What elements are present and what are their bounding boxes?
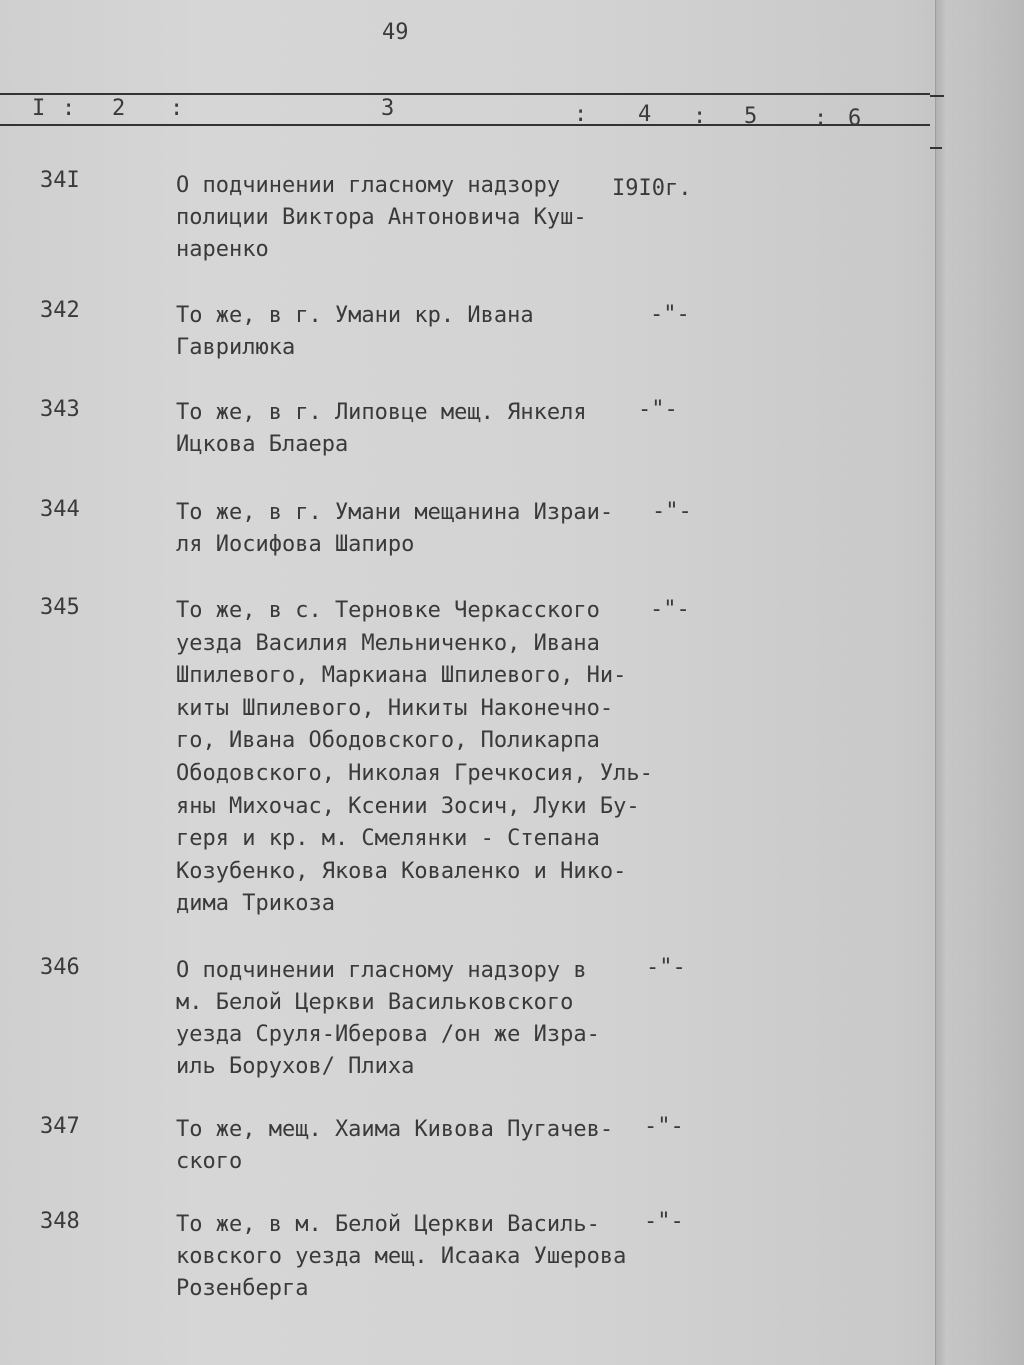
entry-date: I9I0г. (612, 176, 692, 201)
entry-number: 345 (40, 595, 80, 620)
entry-date: -"- (646, 955, 686, 980)
column-separator: : (574, 102, 588, 127)
column-separator: : (62, 96, 76, 121)
entry-title (176, 1114, 646, 1178)
entry-title-line: То же, в с. Терновке Черкасского (176, 598, 600, 623)
entry-title-line: О подчинении гласному надзору (176, 173, 561, 198)
entry-date: -"- (650, 597, 690, 622)
entry-title-line: То же, в г. Умани кр. Ивана (176, 303, 534, 328)
entry-number: 348 (40, 1209, 80, 1234)
entry-number: 342 (40, 298, 80, 323)
column-header-6: 6 (848, 106, 862, 131)
column-header-5: 5 (744, 104, 758, 129)
entry-title-line: Розенберга (176, 1276, 309, 1301)
entry-number: 343 (40, 397, 80, 422)
edge-tick-bottom (930, 147, 942, 149)
entry-title (176, 1209, 646, 1305)
entry-title (176, 300, 646, 364)
column-separator: : (814, 106, 828, 131)
entry-date: -"- (652, 499, 692, 524)
entry-title-line: То же, в г. Умани мещанина Израи- (176, 500, 614, 525)
page-number: 49 (382, 20, 409, 45)
entry-title-line: наренко (176, 237, 269, 262)
page-edge-shadow (935, 0, 1024, 1365)
entry-title-line: То же, в г. Липовце мещ. Янкеля (176, 400, 587, 425)
entry-title (176, 595, 653, 921)
entry-date: -"- (650, 302, 690, 327)
entry-title-line: Шпилевого, Маркиана Шпилевого, Ни- (176, 663, 627, 689)
entry-title-line: О подчинении гласному надзору в (176, 958, 587, 983)
header-rule-top (0, 93, 930, 95)
entry-date: -"- (644, 1114, 684, 1139)
entry-title-line: ля Иосифова Шапиро (176, 532, 415, 557)
entry-title-line: Ицкова Блаера (176, 432, 349, 457)
entry-title-line: То же, мещ. Хаима Кивова Пугачев- (176, 1117, 614, 1142)
entry-number: 344 (40, 497, 80, 522)
column-header-3: 3 (381, 96, 395, 121)
entry-number: 346 (40, 955, 80, 980)
entry-title-line: Ободовского, Николая Гречкосия, Уль- (176, 760, 653, 786)
entry-title-line: Гаврилюка (176, 335, 296, 360)
column-header-2: 2 (112, 96, 126, 121)
entry-title (176, 170, 646, 266)
edge-tick-top (930, 95, 944, 97)
entry-title-line: иль Борухов/ Плиха (176, 1054, 415, 1079)
entry-title (176, 497, 646, 561)
entry-title-line: геря и кр. м. Смелянки - Степана (176, 826, 600, 852)
entry-title (176, 397, 646, 461)
entry-number: 347 (40, 1114, 80, 1139)
entry-title-line: ковского уезда мещ. Исаака Ушерова (176, 1244, 627, 1269)
entry-title-line: уезда Сруля-Иберова /он же Изра- (176, 1022, 600, 1047)
entry-title-line: Козубенко, Якова Коваленко и Нико- (176, 858, 627, 884)
entry-title (176, 955, 646, 1083)
entry-date: -"- (638, 397, 678, 422)
entry-title-line: го, Ивана Ободовского, Поликарпа (176, 728, 600, 754)
entry-title-line: уезда Василия Мельниченко, Ивана (176, 630, 600, 656)
header-rule-bottom (0, 124, 930, 126)
entry-title-line: То же, в м. Белой Церкви Василь- (176, 1212, 600, 1237)
column-header-1: I (32, 96, 46, 121)
entry-title-line: полиции Виктора Антоновича Куш- (176, 205, 587, 230)
entry-date: -"- (644, 1209, 684, 1234)
entry-title-line: яны Михочас, Ксении Зосич, Луки Бу- (176, 793, 640, 819)
entry-title-line: м. Белой Церкви Васильковского (176, 990, 574, 1015)
column-header-4: 4 (638, 102, 652, 127)
entry-title-line: киты Шпилевого, Никиты Наконечно- (176, 695, 614, 721)
column-separator: : (693, 104, 707, 129)
entry-title-line: ского (176, 1149, 243, 1174)
column-separator: : (170, 96, 184, 121)
entry-number: 34I (40, 168, 80, 193)
entry-title-line: дима Трикоза (176, 891, 335, 917)
